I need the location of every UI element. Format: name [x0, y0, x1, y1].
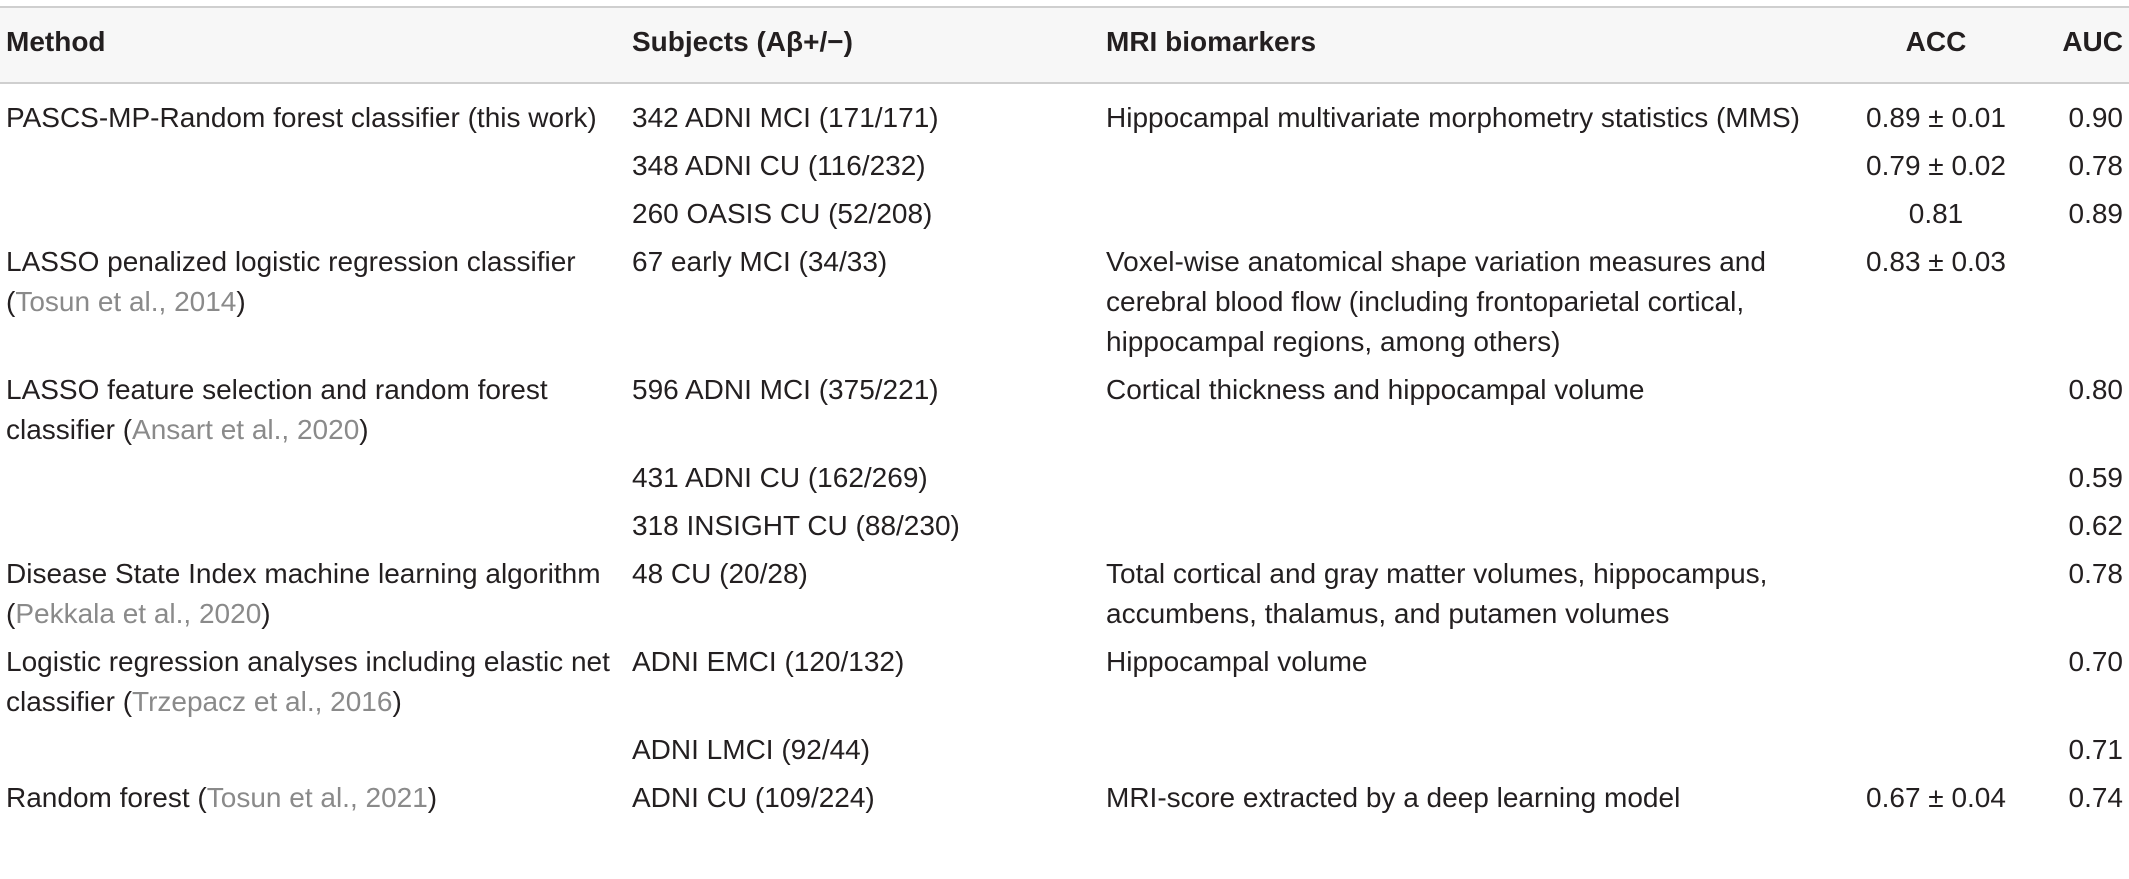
subjects-cell: 318 INSIGHT CU (88/230): [632, 510, 960, 541]
mri-biomarkers-cell: Total cortical and gray matter volumes, hippocampus, accumbens, thalamus, and putamen volumes: [1106, 558, 1768, 629]
header-mri-biomarkers: MRI biomarkers: [1106, 7, 1826, 83]
mri-biomarkers-cell: Hippocampal volume: [1106, 646, 1368, 677]
acc-cell: [1826, 504, 2046, 552]
method-cell: [0, 640, 632, 728]
table-body: [0, 83, 2129, 824]
header-row: [0, 7, 2129, 83]
acc-cell: 0.89 ± 0.01: [1866, 102, 2006, 133]
subjects-cell: 431 ADNI CU (162/269): [632, 462, 928, 493]
auc-cell: 0.78: [2068, 558, 2123, 589]
method-cell: [0, 776, 632, 824]
method-text: Disease State Index machine learning algorithm (: [6, 558, 601, 629]
method-citation-link[interactable]: Tosun et al., 2014: [15, 286, 237, 317]
table-row: [0, 728, 2129, 776]
auc-cell: 0.90: [2068, 102, 2123, 133]
method-suffix: ): [261, 598, 271, 629]
table-row: [0, 640, 2129, 728]
method-cell: [0, 240, 632, 368]
mri-biomarkers-cell: [1106, 504, 1826, 552]
method-citation-link[interactable]: Trzepacz et al., 2016: [132, 686, 393, 717]
mri-biomarkers-cell: MRI-score extracted by a deep learning model: [1106, 782, 1681, 813]
acc-cell: 0.81: [1908, 198, 1964, 229]
auc-cell: 0.71: [2068, 734, 2123, 765]
header-subjects: Subjects (Aβ+/−): [632, 7, 1106, 83]
table-header: [0, 7, 2129, 83]
method-cell: [0, 192, 632, 240]
auc-cell: 0.70: [2068, 646, 2123, 677]
mri-biomarkers-cell: Hippocampal multivariate morphometry statistics (MMS): [1106, 102, 1800, 133]
method-citation-link[interactable]: Ansart et al., 2020: [132, 414, 360, 445]
subjects-cell: 348 ADNI CU (116/232): [632, 150, 926, 181]
method-cell: [0, 456, 632, 504]
table-row: [0, 552, 2129, 640]
auc-cell: [2046, 240, 2129, 368]
table-row: [0, 456, 2129, 504]
method-cell: [0, 504, 632, 552]
method-cell: [0, 728, 632, 776]
mri-biomarkers-cell: [1106, 144, 1826, 192]
method-suffix: ): [392, 686, 402, 717]
method-cell: [0, 368, 632, 456]
method-citation-link[interactable]: Pekkala et al., 2020: [15, 598, 262, 629]
method-citation-link[interactable]: Tosun et al., 2021: [206, 782, 428, 813]
method-cell: [0, 83, 632, 144]
auc-cell: 0.78: [2068, 150, 2123, 181]
subjects-cell: ADNI CU (109/224): [632, 782, 875, 813]
acc-cell: [1826, 552, 2046, 640]
acc-cell: [1826, 368, 2046, 456]
table-row: [0, 776, 2129, 824]
acc-cell: [1826, 728, 2046, 776]
mri-biomarkers-cell: [1106, 192, 1826, 240]
auc-cell: 0.89: [2068, 198, 2123, 229]
subjects-cell: 67 early MCI (34/33): [632, 246, 888, 277]
subjects-cell: 260 OASIS CU (52/208): [632, 198, 933, 229]
auc-cell: 0.62: [2068, 510, 2123, 541]
subjects-cell: ADNI LMCI (92/44): [632, 734, 871, 765]
auc-cell: 0.80: [2068, 374, 2123, 405]
table-row: [0, 192, 2129, 240]
method-text: Logistic regression analyses including elastic net classifier (: [6, 646, 610, 717]
mri-biomarkers-cell: [1106, 456, 1826, 504]
method-suffix: ): [359, 414, 369, 445]
acc-cell: [1826, 456, 2046, 504]
method-text: LASSO feature selection and random forest classifier (: [6, 374, 548, 445]
mri-biomarkers-cell: Voxel-wise anatomical shape variation measures and cerebral blood flow (including frontoparietal cortical, hippocampal regions, among others): [1106, 246, 1766, 357]
method-cell: [0, 552, 632, 640]
auc-cell: 0.59: [2068, 462, 2123, 493]
acc-cell: 0.83 ± 0.03: [1866, 246, 2006, 277]
method-suffix: ): [236, 286, 246, 317]
acc-cell: 0.67 ± 0.04: [1866, 782, 2006, 813]
comparison-table: [0, 6, 2129, 824]
table-row: [0, 83, 2129, 144]
table-row: [0, 368, 2129, 456]
method-text: PASCS-MP-Random forest classifier (this work): [6, 102, 597, 133]
header-acc: ACC: [1826, 7, 2046, 83]
table-row: [0, 144, 2129, 192]
method-text: LASSO penalized logistic regression classifier (: [6, 246, 576, 317]
table-row: [0, 240, 2129, 368]
mri-biomarkers-cell: Cortical thickness and hippocampal volume: [1106, 374, 1645, 405]
subjects-cell: 596 ADNI MCI (375/221): [632, 374, 939, 405]
auc-cell: 0.74: [2068, 782, 2123, 813]
subjects-cell: 342 ADNI MCI (171/171): [632, 102, 939, 133]
table-row: [0, 504, 2129, 552]
subjects-cell: ADNI EMCI (120/132): [632, 646, 905, 677]
subjects-cell: 48 CU (20/28): [632, 558, 808, 589]
acc-cell: [1826, 640, 2046, 728]
mri-biomarkers-cell: [1106, 728, 1826, 776]
method-text: Random forest (: [6, 782, 207, 813]
acc-cell: 0.79 ± 0.02: [1866, 150, 2006, 181]
method-cell: [0, 144, 632, 192]
method-suffix: ): [427, 782, 438, 813]
header-method: Method: [0, 7, 632, 83]
header-auc: AUC: [2046, 7, 2129, 83]
